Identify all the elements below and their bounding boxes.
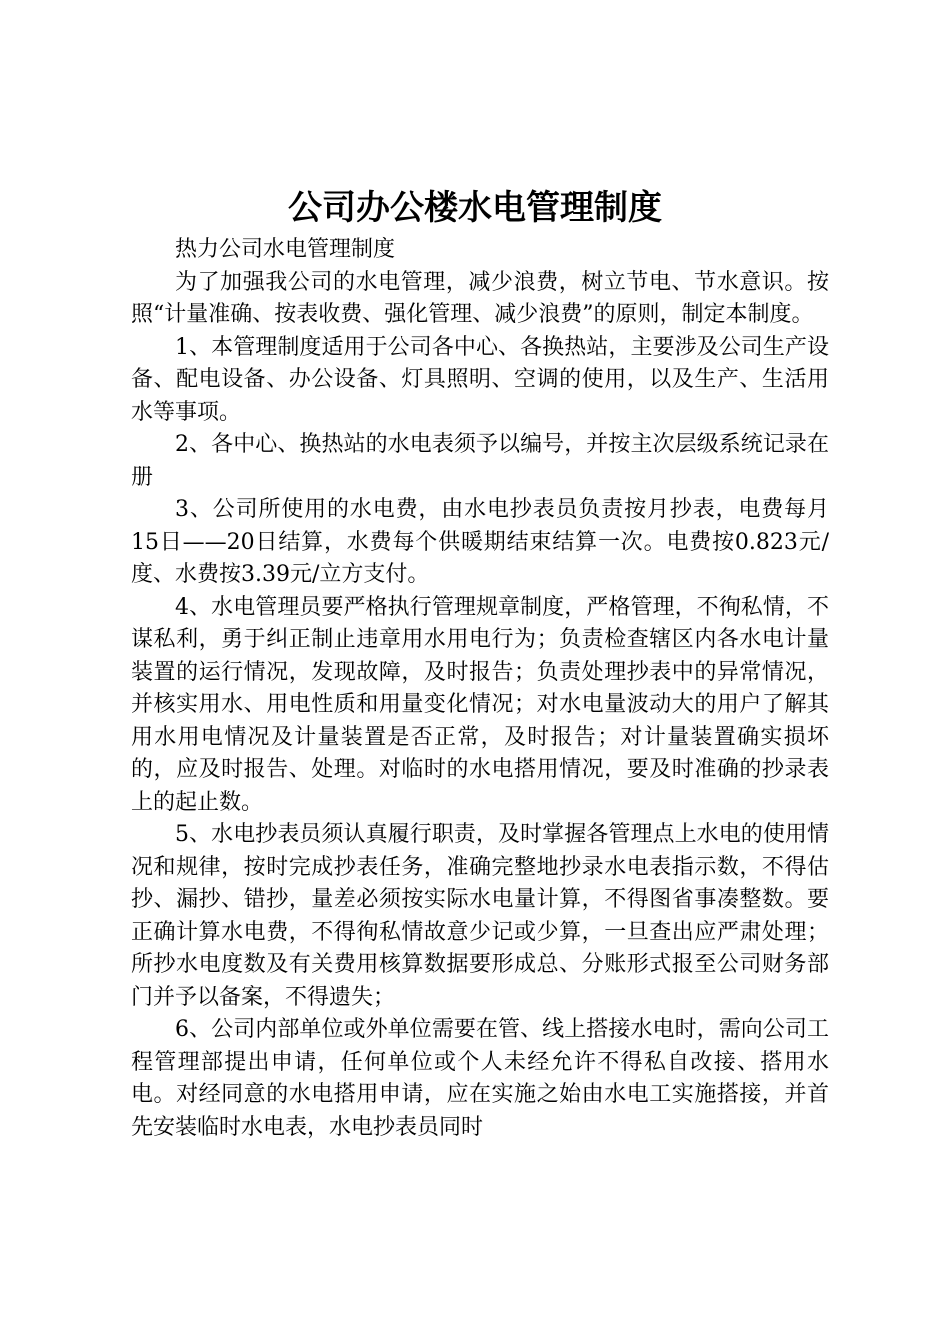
paragraph-2: 2、各中心、换热站的水电表须予以编号，并按主次层级系统记录在册 <box>131 432 829 490</box>
paragraph-6: 6、公司内部单位或外单位需要在管、线上搭接水电时，需向公司工程管理部提出申请，任何单位或个人未经允许不得私自改接、搭用水电。对经同意的水电搭用申请，应在实施之始由水电工实施搭接，并首先安装临时水电表，水电抄表员同时 <box>131 1017 829 1140</box>
paragraph-3: 3、公司所使用的水电费，由水电抄表员负责按月抄表，电费每月15日——20日结算，水费每个供暖期结束结算一次。电费按0.823元/度、水费按3.39元/立方支付。 <box>131 497 829 587</box>
paragraph-4: 4、水电管理员要严格执行管理规章制度，严格管理，不徇私情，不谋私利，勇于纠正制止违章用水用电行为；负责检查辖区内各水电计量装置的运行情况，发现故障，及时报告；负责处理抄表中的异常情况，并核实用水、用电性质和用量变化情况；对水电量波动大的用户了解其用水用电情况及计量装置是否正常，及时报告；对计量装置确实损坏的，应及时报告、处理。对临时的水电搭用情况，要及时准确的抄录表上的起止数。 <box>131 594 829 815</box>
paragraph-5: 5、水电抄表员须认真履行职责，及时掌握各管理点上水电的使用情况和规律，按时完成抄表任务，准确完整地抄录水电表指示数，不得估抄、漏抄、错抄，量差必须按实际水电量计算，不得图省事凑整数。要正确计算水电费，不得徇私情故意少记或少算，一旦查出应严肃处理；所抄水电度数及有关费用核算数据要形成总、分账形式报至公司财务部门并予以备案，不得遗失； <box>131 822 829 1010</box>
document-title: 公司办公楼水电管理制度 <box>288 188 662 228</box>
paragraph-1: 1、本管理制度适用于公司各中心、各换热站，主要涉及公司生产设备、配电设备、办公设备、灯具照明、空调的使用，以及生产、生活用水等事项。 <box>131 334 829 425</box>
document-body <box>131 234 829 1144</box>
document-subtitle: 热力公司水电管理制度 <box>175 237 396 262</box>
paragraph-intro: 为了加强我公司的水电管理，减少浪费，树立节电、节水意识。按照“计量准确、按表收费、强化管理、减少浪费”的原则，制定本制度。 <box>131 269 829 327</box>
